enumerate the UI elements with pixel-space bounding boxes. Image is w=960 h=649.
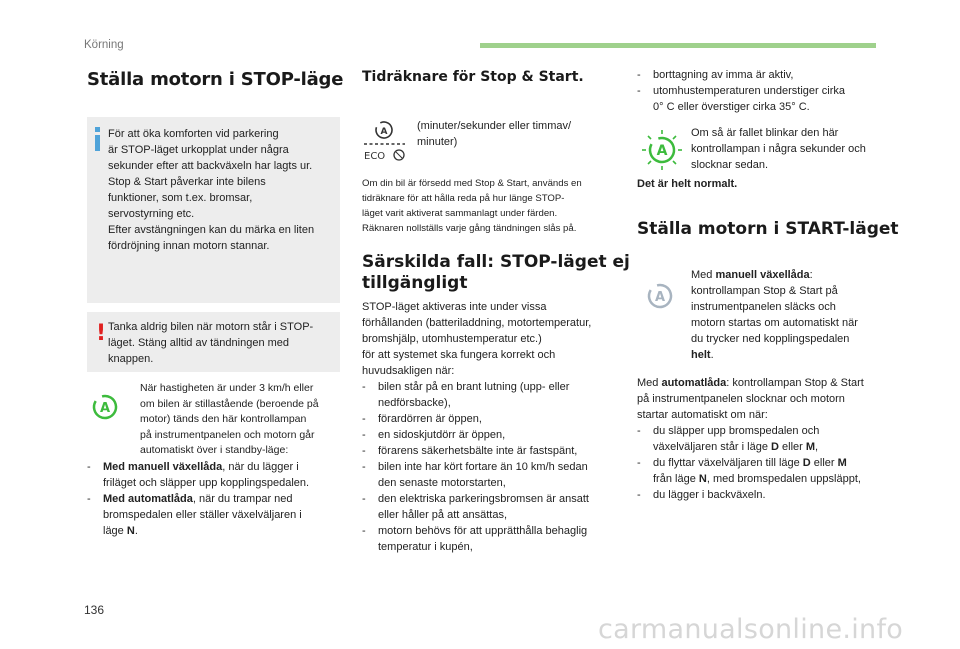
info-icon — [95, 127, 101, 151]
warning-text: Tanka aldrig bilen när motorn står i STOP- läget. Stäng alltid av tändningen med knappen. — [108, 321, 314, 365]
timer-units: (minuter/sekunder eller timmav/ minuter) — [417, 120, 572, 148]
stop-start-green-indicator-icon — [87, 392, 127, 422]
list-item: - utomhustemperaturen understiger cirka 0° C eller överstiger cirka 35° C. — [637, 85, 845, 113]
list-item: - bilen står på en brant lutning (upp- eller nedförsbacke), — [362, 381, 570, 409]
indicator-text: När hastigheten är under 3 km/h eller om bilen är stillastående (beroende på motor) tänds den här kontrollampan på instrumentpanelen och motorn går automatiskt över i standby-läge: — [140, 382, 319, 456]
section-bar — [480, 43, 876, 48]
list-item: - förarens säkerhetsbälte inte är fastspänt, — [362, 445, 578, 457]
watermark: carmanualsonline.info — [598, 614, 904, 645]
svg-text:A: A — [656, 143, 668, 159]
list-item: - Med manuell växellåda, när du lägger i friläget och släpper upp kopplingspedalen. — [87, 461, 310, 489]
special-conditions-list — [362, 379, 624, 555]
heading-stop-mode: Ställa motorn i STOP-läge — [87, 69, 344, 90]
stop-start-blinking-indicator-icon — [640, 128, 686, 172]
svg-text:A: A — [99, 401, 111, 416]
stop-start-off-indicator-icon — [644, 281, 680, 311]
svg-text:ECO: ECO — [364, 151, 386, 162]
stop-conditions-list — [87, 459, 347, 539]
list-item: - förardörren är öppen, — [362, 413, 482, 425]
stop-start-eco-icon — [362, 119, 407, 163]
heading-timer: Tidräknare för Stop & Start. — [362, 69, 584, 85]
list-item: - du lägger i backväxeln. — [637, 489, 766, 501]
svg-text:A: A — [380, 127, 388, 137]
timer-description: Om din bil är försedd med Stop & Start, används en tidräknare för att hålla reda på hur länge STOP- läget varit aktiverat sammanlagt under färden. Räknaren nollställs varje gång tändningen slås på. — [362, 178, 582, 234]
special-intro: STOP-läget aktiveras inte under vissa förhållanden (batteriladdning, motortemperatur, bromshjälp, utomhustemperatur etc.) för att systemet ska fungera korrekt och huvudsakligen när: — [362, 301, 592, 377]
start-conditions-list — [637, 423, 899, 503]
svg-text:A: A — [654, 290, 666, 305]
more-conditions-list — [637, 67, 897, 115]
automatic-gearbox-text: Med automatlåda: kontrollampan Stop & Start på instrumentpanelen slocknar och motorn startar automatiskt om när: — [637, 377, 864, 421]
list-item: - den elektriska parkeringsbromsen är ansatt eller håller på att ansättas, — [362, 493, 589, 521]
list-item: - du släpper upp bromspedalen och växelväljaren står i läge D eller M, — [637, 425, 820, 453]
heading-start-mode: Ställa motorn i START-läget — [637, 219, 899, 239]
normal-note: Det är helt normalt. — [637, 178, 738, 190]
list-item: - motorn behövs för att upprätthålla behaglig temperatur i kupén, — [362, 525, 588, 553]
list-item: - du flyttar växelväljaren till läge D eller M från läge N, med bromspedalen uppsläppt, — [637, 457, 861, 485]
list-item: - borttagning av imma är aktiv, — [637, 69, 794, 81]
blink-text: Om så är fallet blinkar den här kontrollampan i några sekunder och slocknar sedan. — [691, 127, 866, 171]
list-item: - en sidoskjutdörr är öppen, — [362, 429, 506, 441]
page-number: 136 — [84, 603, 105, 617]
section-title: Körning — [84, 39, 124, 51]
info-text: För att öka komforten vid parkering är STOP-läget urkopplat under några sekunder efter att backväxeln har lagts ur. Stop & Start påverkar inte bilens funktioner, som t.ex. bromsar, servostyrning etc. Efter avstängningen kan du märka en liten fördröjning innan motorn stannar. — [108, 128, 315, 252]
heading-special-cases: Särskilda fall: STOP-läget ej tillgängligt — [362, 252, 630, 293]
info-box — [87, 117, 340, 303]
warning-box — [87, 312, 340, 372]
manual-gearbox-text: Med manuell växellåda: kontrollampan Stop & Start på instrumentpanelen släcks och motorn startas om automatiskt när du trycker ned kopplingspedalen helt. — [691, 269, 858, 361]
list-item: - Med automatlåda, när du trampar ned bromspedalen eller ställer växelväljaren i läge N. — [87, 493, 302, 537]
warning-icon: ! — [96, 321, 107, 346]
list-item: - bilen inte har kört fortare än 10 km/h sedan den senaste motorstarten, — [362, 461, 588, 489]
